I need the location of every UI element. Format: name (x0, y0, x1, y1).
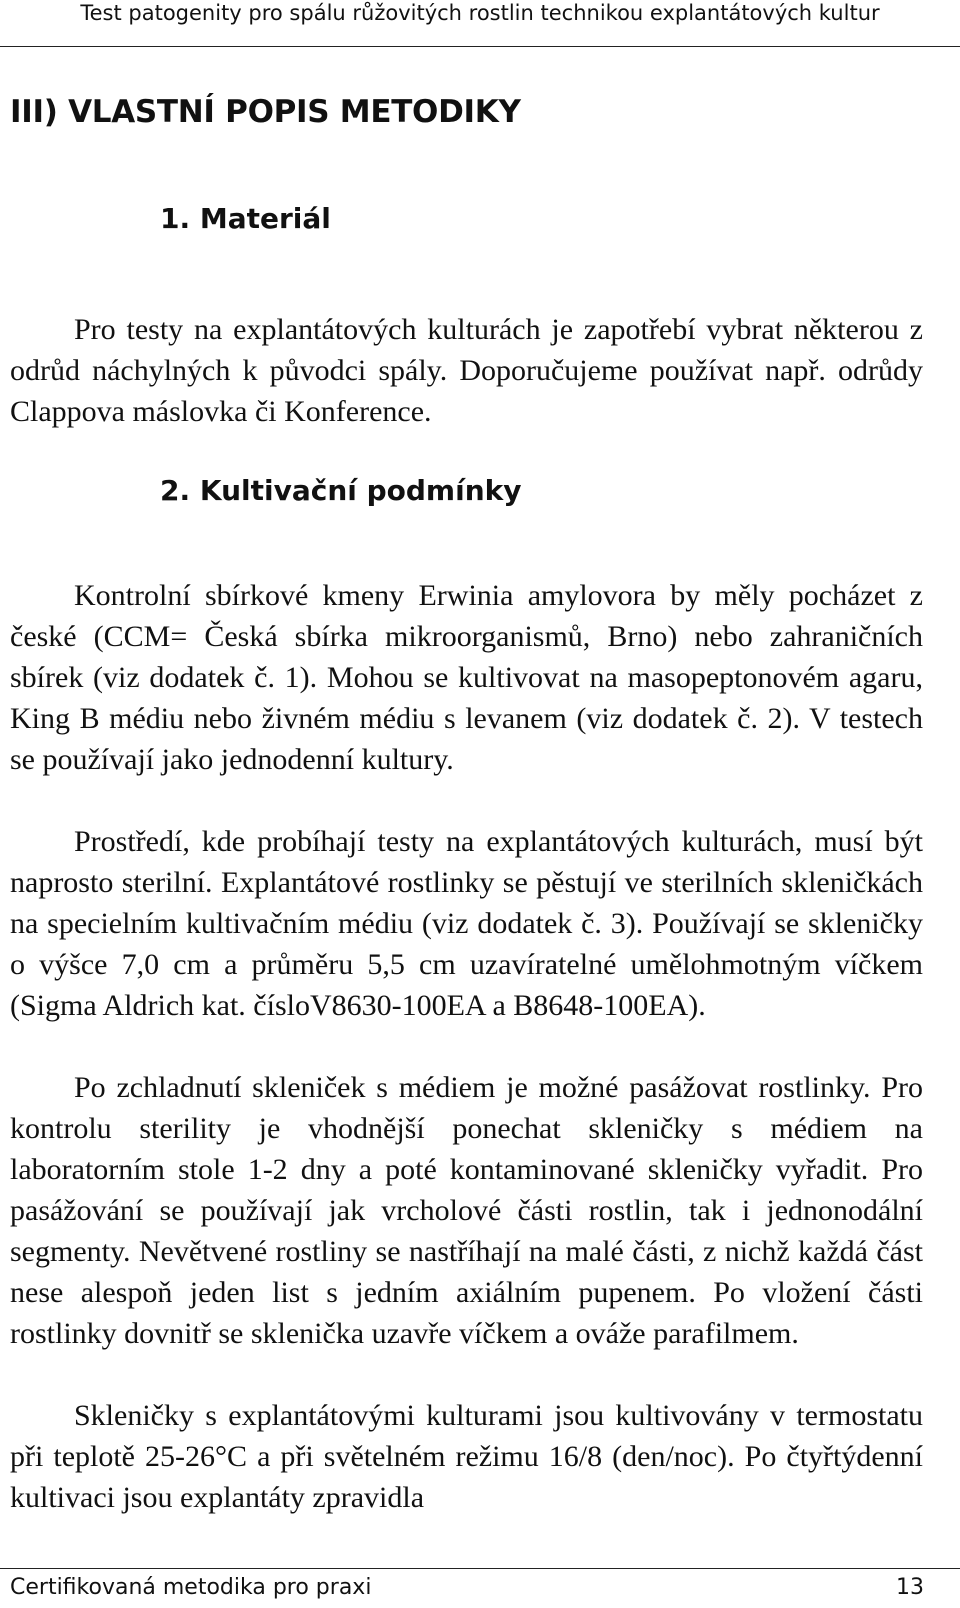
page-number: 13 (896, 1575, 924, 1600)
paragraph-material (10, 309, 923, 432)
paragraph-text: Skleničky s explantátovými kulturami jsou kultivovány v termostatu při teplotě 25-26°C a při světelném režimu 16/8 (den/noc). Po čtyřtýdenní kultivaci jsou explantáty zpravidla (10, 1399, 923, 1514)
footer-label: Certifikovaná metodika pro praxi (10, 1575, 372, 1600)
paragraph-text: Po zchladnutí skleniček s médiem je možné pasážovat rostlinky. Pro kontrolu sterility je vhodnější ponechat skleničky s médiem na laboratorním stole 1-2 dny a poté kontaminované skleničky vyřadit. Pro pasážování se používají jak vrcholové části rostlin, tak i jednonodální segmenty. Nevětvené rostliny se nastříhají na malé části, z nichž každá část nese alespoň jeden list s jedním axiálním pupenem. Po vložení části rostlinky dovnitř se sklenička uzavře víčkem a ováže parafilmem. (10, 1071, 923, 1350)
paragraph-environment (10, 821, 923, 1026)
running-header (0, 0, 960, 47)
running-title: Test patogenity pro spálu růžovitých rostlin technikou explantátových kultur (80, 1, 880, 25)
subsection-heading-cultivation: 2. Kultivační podmínky (160, 474, 522, 507)
paragraph-text: Prostředí, kde probíhají testy na explantátových kulturách, musí být naprosto sterilní. Explantátové rostlinky se pěstují ve sterilních skleničkách na specielním kultivačním médiu (viz dodatek č. 3). Používají se skleničky o výšce 7,0 cm a průměru 5,5 cm uzavíratelné umělohmotným víčkem (Sigma Aldrich kat. čísloV8630-100EA a B8648-100EA). (10, 825, 923, 1022)
paragraph-text: Pro testy na explantátových kulturách je zapotřebí vybrat některou z odrůd náchylných k původci spály. Doporučujeme používat např. odrůdy Clappova máslovka či Konference. (10, 313, 923, 428)
section-title: III) VLASTNÍ POPIS METODIKY (10, 94, 521, 130)
paragraph-strains (10, 575, 923, 780)
page-footer (0, 1568, 960, 1608)
paragraph-thermostat (10, 1395, 923, 1518)
paragraph-text: Kontrolní sbírkové kmeny Erwinia amylovora by měly pocházet z české (CCM= Česká sbírka mikroorganismů, Brno) nebo zahraničních sbírek (viz dodatek č. 1). Mohou se kultivovat na masopeptonovém agaru, King B médiu nebo živném médiu s levanem (viz dodatek č. 2). V testech se používají jako jednodenní kultury. (10, 579, 923, 776)
subsection-heading-material: 1. Materiál (160, 202, 331, 235)
paragraph-passaging (10, 1067, 923, 1354)
